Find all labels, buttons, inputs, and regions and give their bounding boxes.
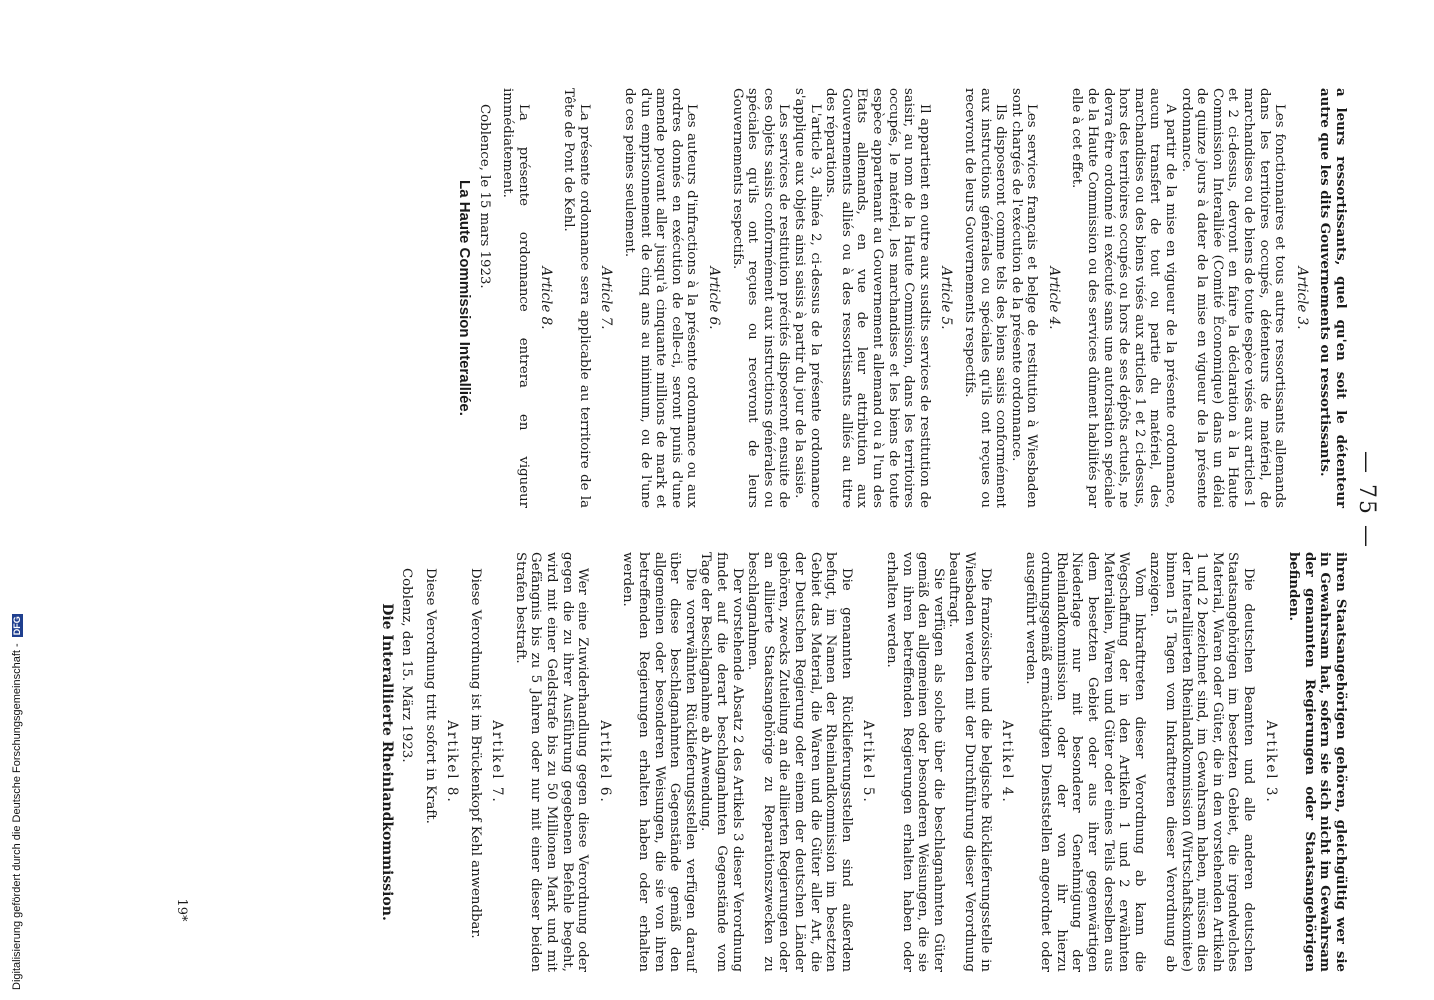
footer-text: Digitalisierung gefördert durch die Deutsche Forschungsgemeinschaft - [11,643,23,990]
french-article-5-paragraph-1: Il appartient en outre aux susdits services de restitution de saisir, au nom de la Haute Commission, dans les territoires occupés, le matériel, les marchandises et les biens de toute espèce appartenant au Gouvernement allemand ou à l'un des Etats allemands, en vue de leur attribution aux Gouvernements alliés ou à des ressortissants alliés au titre des réparations. [823,88,932,508]
french-article-5-heading: Article 5. [938,266,955,330]
german-article-4-heading: Artikel 4. [999,720,1016,804]
german-article-5-paragraph-2: Der vorstehende Absatz 2 des Artikels 3 dieser Verordnung findet auf die derart beschlagnahmten Gegenstände vom Tage der Beschlagnahme ab Anwendung. [698,552,745,972]
french-intro: a leurs ressortissants, quel qu'en soit le détenteur autre que les dits Gouvernements ou ressortissants. [1317,88,1348,508]
french-article-3-paragraph-2: A partir de la mise en vigueur de la présente ordonnance, aucun transfert de tout ou partie du matériel, des marchandises ou des biens visés aux articles 1 et 2 ci-dessus, hors des territoires occupés ou hors de ses dépôts actuels, ne devra être ordonné ni exécuté sans une autorisation spéciale de la Haute Commission ou des services dûment habilités par elle à cet effet. [1069,88,1179,508]
german-intro: ihren Staatsangehörigen gehören, gleichgültig wer sie in Gewahrsam hat, sofern sie sich nicht im Gewahrsam der genannten Regierungen oder Staatsangehörigen befinden. [1286,552,1348,972]
french-article-3-heading: Article 3. [1293,266,1310,330]
french-article-4-paragraph-1: Les services français et belge de restitution à Wiesbaden sont chargés de l'exécution de la présente ordonnance. [1008,88,1040,508]
french-date-line: Coblence, le 15 mars 1923. [476,104,492,289]
german-article-6-paragraph-1: Wer eine Zuwiderhandlung gegen diese Verordnung oder gegen die zu ihrer Ausführung gegebenen Befehle begeht, wird mit einer Geldstrafe bis zu 50 Millionen Mark und mit Gefängnis bis zu 5 Jahren oder nur mit einer dieser beiden Strafen bestraft. [512,552,591,972]
french-article-5-paragraph-2: L'article 3, alinéa 2, ci-dessus de la présente ordonnance s'applique aux objets ainsi saisis à partir du jour de la saisie. [792,88,823,508]
german-article-7-heading: Artikel 7. [489,720,506,804]
french-article-5-paragraph-3: Les services de restitution précités disposeront ensuite de ces objets saisis conformément aux instructions générales ou spéciales qu'ils ont reçues ou recevront de leurs Gouvernements respectifs. [729,88,792,508]
french-article-4-paragraph-2: Ils disposeront comme tels des biens saisis conformément aux instructions générales ou spéciales qu'ils ont reçues ou recevront de leurs Gouvernements respectifs. [961,88,1009,508]
german-article-8-heading: Artikel 8. [444,720,461,804]
german-article-5-heading: Artikel 5. [860,720,877,804]
footer-text-wrapper [11,614,23,990]
french-article-6-paragraph-1: Les auteurs d'infractions à la présente ordonnance ou aux ordres donnés en exécution de celle-ci, seront punis d'une amende pouvant aller jusqu'à cinquante millions de mark et d'un emprisonnement de cinq ans au minimum, ou de l'une de ces peines seulement. [622,88,700,508]
german-column [379,552,1348,972]
german-article-5-paragraph-1: Die genannten Rücklieferungsstellen sind außerdem befugt, im Namen der Rheinlandkommission im besetzten Gebiet das Material, die Waren und die Güter aller Art, die der Deutschen Regierung oder einem der deutschen Länder gehören, zwecks Zuteilung an die alliierten Regierungen oder an alliierte Staatsangehörige zu Reparationszwecken zu beschlagnahmen. [745,552,854,972]
sheet-signature-mark: 19* [174,898,189,922]
german-article-3-paragraph-1: Die deutschen Beamten und alle anderen deutschen Staatsangehörigen im besetzten Gebiet, die irgendwelches Material, Waren oder Güter, die in den vorstehenden Artikeln 1 und 2 bezeichnet sind, im Gewahrsam haben, müssen dies der Interalliierten Rheinlandkommission (Wirtschaftskomitee) binnen 15 Tagen vom Inkrafttreten dieser Verordnung ab anzeigen. [1147,552,1257,972]
french-article-7-heading: Article 7. [598,266,615,330]
french-article-8-heading: Article 8. [537,266,554,330]
german-article-6-heading: Artikel 6. [596,720,613,804]
german-article-8-paragraph-1: Diese Verordnung tritt sofort in Kraft. [422,568,438,824]
french-article-7-paragraph-1: La présente ordonnance sera applicable au territoire de la Tête de Pont de Kehl. [561,88,592,508]
dfg-logo-icon: DFG [11,616,22,636]
german-article-4-paragraph-1: Die französische und die belgische Rücklieferungsstelle in Wiesbaden werden mit der Durchführung dieser Verordnung beauftragt. [946,552,993,972]
french-signatory: La Haute Commission Interalliée. [456,180,474,416]
german-article-7-paragraph-1: Diese Verordnung ist im Brückenkopf Kehl anwendbar. [467,568,483,939]
page-number: — 75 — [1354,451,1379,549]
french-column [457,88,1348,508]
german-article-5-paragraph-3: Die vorerwähnten Rücklieferungsstellen verfügen darauf über diese beschlagnahmten Gegenstände gemäß den allgemeinen oder besonderen Weisungen, die sie von ihren betreffenden Regierungen erhalten haben oder erhalten werden. [620,552,698,972]
french-article-3-paragraph-1: Les fonctionnaires et tous autres ressortissants allemands dans les territoires occupés, détenteurs de matériel, de marchandises ou de biens de toute espèce visés aux articles 1 et 2 ci-dessus, devront en faire la déclaration à la Haute Commission Interalliée (Comité Économique) dans un délai de quinze jours à dater de la mise en vigueur de la présente ordonnance. [1178,88,1288,508]
french-article-8-paragraph-1: La présente ordonnance entrera en vigueur immédiatement. [500,88,532,508]
german-article-3-heading: Artikel 3. [1262,720,1279,804]
german-date-line: Coblenz, den 15. März 1923. [398,568,414,763]
french-article-4-heading: Article 4. [1045,266,1062,330]
german-signatory: Die Interalliierte Rheinlandkommission. [379,603,396,921]
digitization-footer [0,0,23,1000]
german-article-3-paragraph-2: Vom Inkrafttreten dieser Verordnung ab kann die Wegschaffung der in den Artikeln 1 und 2 erwähnten Materialien, Waren und Güter oder eines Teils derselben aus dem besetzten Gebiet oder aus ihrer gegenwärtigen Niederlage nur mit besonderer Genehmigung der Rheinlandkommission oder der von ihr hierzu ordnungsgemäß ermächtigten Dienststellen angeordnet oder ausgeführt werden. [1022,552,1147,972]
french-article-6-heading: Article 6. [706,266,723,330]
german-article-4-paragraph-2: Sie verfügen als solche über die beschlagnahmten Güter gemäß den allgemeinen oder besonderen Weisungen, die sie von ihren betreffenden Regierungen erhalten haben oder erhalten werden. [883,552,946,972]
